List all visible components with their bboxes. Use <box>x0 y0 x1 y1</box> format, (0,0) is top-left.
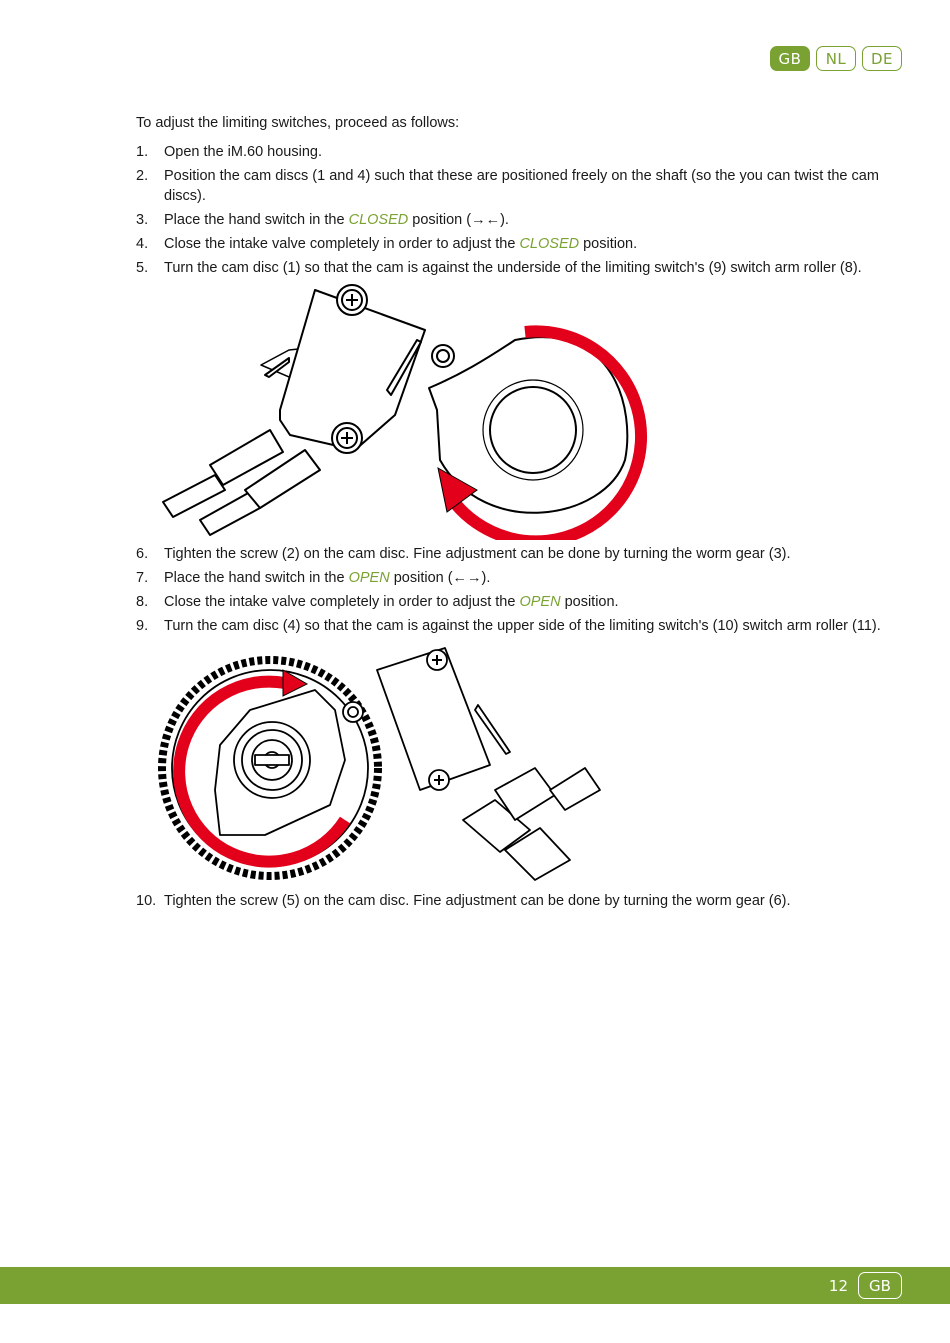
step-text: Turn the cam disc (4) so that the cam is against the upper side of the limiting switch's (10) switch arm roller (11). <box>164 618 881 634</box>
step-text: Open the iM.60 housing. <box>164 144 322 160</box>
step-text: Close the intake valve completely in order to adjust the CLOSED position. <box>164 236 638 252</box>
page-number: 12 <box>828 1277 848 1295</box>
step-number: 7. <box>136 570 149 586</box>
step-2 <box>136 166 886 206</box>
step-text: Tighten the screw (2) on the cam disc. Fine adjustment can be done by turning the worm gear (3). <box>164 546 791 562</box>
step-text: Position the cam discs (1 and 4) such that these are positioned freely on the shaft (so the you can twist the cam discs). <box>164 168 879 204</box>
instructions-section-2 <box>136 544 896 640</box>
instructions-section-3 <box>136 891 896 915</box>
step-number: 9. <box>136 618 149 634</box>
step-10 <box>136 891 896 911</box>
closed-highlight: CLOSED <box>348 212 409 228</box>
step-text: Turn the cam disc (1) so that the cam is against the underside of the limiting switch's (9) switch arm roller (8). <box>164 260 862 276</box>
step-6 <box>136 544 896 564</box>
footer-lang-tab[interactable]: GB <box>858 1272 902 1299</box>
step-number: 5. <box>136 260 149 276</box>
step-text: Place the hand switch in the OPEN position (←→). <box>164 570 491 586</box>
open-highlight: OPEN <box>519 594 561 610</box>
open-highlight: OPEN <box>348 570 390 586</box>
step-text: Close the intake valve completely in order to adjust the OPEN position. <box>164 594 619 610</box>
lang-tab-nl[interactable]: NL <box>816 46 856 71</box>
cam-disc-closed-illustration <box>155 280 655 540</box>
step-1 <box>136 142 886 162</box>
step-8 <box>136 592 896 612</box>
instructions-section-1 <box>136 113 886 282</box>
intro-text: To adjust the limiting switches, proceed as follows: <box>136 115 460 131</box>
step-text: Tighten the screw (5) on the cam disc. Fine adjustment can be done by turning the worm gear (6). <box>164 893 791 909</box>
closed-highlight: CLOSED <box>519 236 580 252</box>
step-5 <box>136 258 886 278</box>
step-7 <box>136 568 896 588</box>
step-number: 1. <box>136 144 149 160</box>
step-number: 4. <box>136 236 149 252</box>
step-text: Place the hand switch in the CLOSED position (→←). <box>164 212 509 228</box>
page-footer <box>0 1267 950 1304</box>
step-4 <box>136 234 886 254</box>
lang-tab-gb[interactable]: GB <box>770 46 810 71</box>
step-9 <box>136 616 896 636</box>
lang-tab-de[interactable]: DE <box>862 46 902 71</box>
step-3 <box>136 210 886 230</box>
step-number: 2. <box>136 168 149 184</box>
step-number: 6. <box>136 546 149 562</box>
language-tabs <box>770 46 902 71</box>
step-number: 10. <box>136 893 157 909</box>
step-number: 8. <box>136 594 149 610</box>
step-number: 3. <box>136 212 149 228</box>
cam-disc-open-illustration <box>155 640 615 890</box>
